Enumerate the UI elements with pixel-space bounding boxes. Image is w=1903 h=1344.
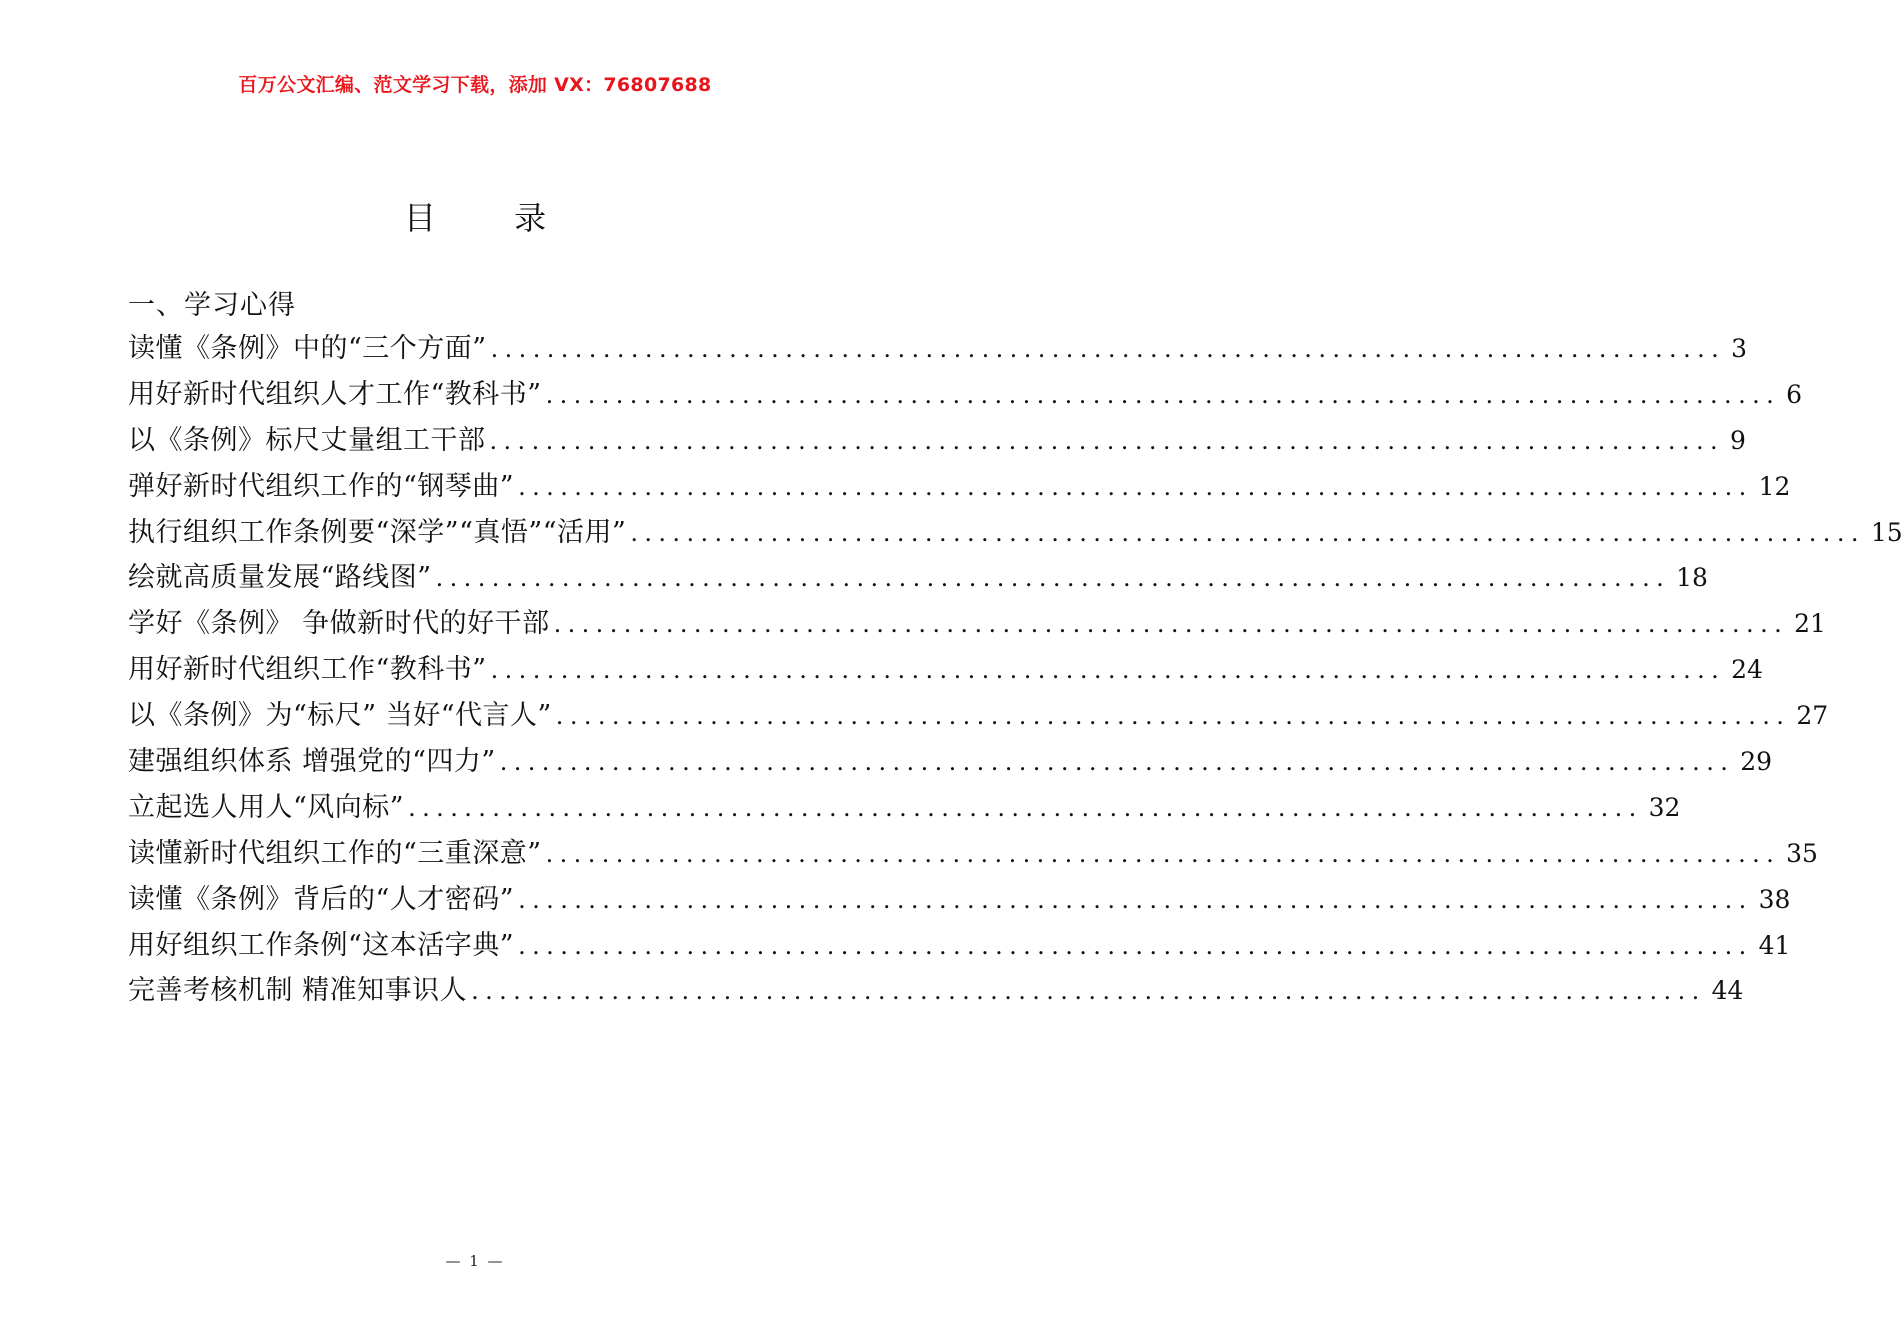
watermark-header-note: 百万公文汇编、范文学习下载，添加 VX：76807688 — [238, 74, 712, 96]
toc-entry[interactable] — [128, 923, 1791, 969]
section-heading: 一、学习心得 — [128, 290, 296, 321]
toc-entry-title: 用好组织工作条例“这本活字典” — [128, 929, 515, 961]
toc-entry[interactable] — [128, 372, 1803, 418]
table-of-contents — [128, 326, 1903, 1014]
toc-dot-leader: ........................................................................................ — [518, 885, 1753, 914]
toc-entry[interactable] — [128, 418, 1746, 464]
toc-entry-title: 读懂《条例》背后的“人才密码” — [128, 883, 515, 915]
toc-entry-title: 用好新时代组织人才工作“教科书” — [128, 378, 542, 410]
toc-entry[interactable] — [128, 831, 1818, 877]
toc-dot-leader: ........................................................................................ — [545, 839, 1781, 868]
toc-entry-page: 21 — [1794, 609, 1826, 639]
toc-entry-page: 9 — [1730, 425, 1746, 455]
toc-entry-page: 29 — [1740, 747, 1773, 777]
toc-entry-page: 3 — [1731, 334, 1748, 363]
toc-dot-leader: ........................................................................................ — [489, 426, 1725, 455]
toc-entry-title: 学好《条例》 争做新时代的好干部 — [128, 608, 550, 640]
toc-entry-title: 弹好新时代组织工作的“钢琴曲” — [128, 470, 515, 502]
toc-entry[interactable] — [128, 647, 1763, 693]
toc-entry-page: 18 — [1676, 563, 1708, 593]
toc-entry[interactable] — [128, 877, 1791, 923]
toc-entry[interactable] — [128, 464, 1791, 510]
toc-entry-title: 完善考核机制 精准知事识人 — [128, 975, 468, 1007]
toc-entry[interactable] — [128, 739, 1773, 785]
toc-entry-page: 27 — [1796, 701, 1829, 731]
toc-entry-title: 执行组织工作条例要“深学”“真悟”“活用” — [128, 516, 627, 548]
toc-dot-leader: ........................................................................................ — [630, 518, 1865, 547]
toc-entry[interactable] — [128, 326, 1748, 372]
toc-entry-page: 32 — [1648, 792, 1681, 822]
toc-entry-page: 35 — [1786, 838, 1818, 868]
toc-entry-page: 15 — [1870, 517, 1903, 547]
toc-dot-leader: ........................................................................................ — [490, 656, 1726, 685]
toc-entry[interactable] — [128, 510, 1903, 556]
toc-entry-title: 读懂《条例》中的“三个方面” — [128, 333, 487, 364]
toc-entry[interactable] — [128, 555, 1708, 601]
toc-dot-leader: ........................................................................................ — [518, 931, 1753, 960]
toc-dot-leader: ........................................................................................ — [499, 748, 1735, 777]
page-number: — 1 — — [445, 1252, 505, 1270]
toc-dot-leader: ........................................................................................ — [408, 793, 1643, 822]
toc-entry-title: 以《条例》为“标尺” 当好“代言人” — [128, 700, 552, 732]
page-title: 目 录 — [403, 199, 581, 237]
toc-dot-leader: ........................................................................................ — [518, 472, 1753, 501]
toc-entry-title: 建强组织体系 增强党的“四力” — [128, 746, 496, 778]
toc-entry-page: 6 — [1786, 379, 1803, 409]
toc-entry-title: 绘就高质量发展“路线图” — [128, 562, 432, 594]
toc-dot-leader: ........................................................................................ — [553, 610, 1789, 639]
toc-entry-page: 41 — [1758, 930, 1791, 960]
toc-entry-page: 44 — [1711, 976, 1744, 1006]
toc-entry-title: 读懂新时代组织工作的“三重深意” — [128, 837, 542, 869]
toc-dot-leader: ........................................................................................ — [555, 702, 1791, 731]
toc-entry-title: 用好新时代组织工作“教科书” — [128, 654, 487, 686]
toc-entry-page: 12 — [1758, 471, 1791, 501]
toc-dot-leader: ........................................................................................ — [490, 335, 1726, 363]
toc-dot-leader: ........................................................................................ — [435, 564, 1671, 593]
toc-entry-page: 24 — [1731, 655, 1763, 685]
toc-entry-title: 立起选人用人“风向标” — [128, 791, 405, 823]
toc-entry[interactable] — [128, 601, 1826, 647]
toc-entry-title: 以《条例》标尺丈量组工干部 — [128, 424, 486, 456]
toc-entry[interactable] — [128, 785, 1681, 831]
toc-entry[interactable] — [128, 693, 1829, 739]
toc-entry[interactable] — [128, 968, 1744, 1014]
toc-entry-page: 38 — [1758, 884, 1791, 914]
toc-dot-leader: ........................................................................................ — [545, 380, 1781, 409]
toc-dot-leader: ........................................................................................ — [471, 977, 1706, 1006]
